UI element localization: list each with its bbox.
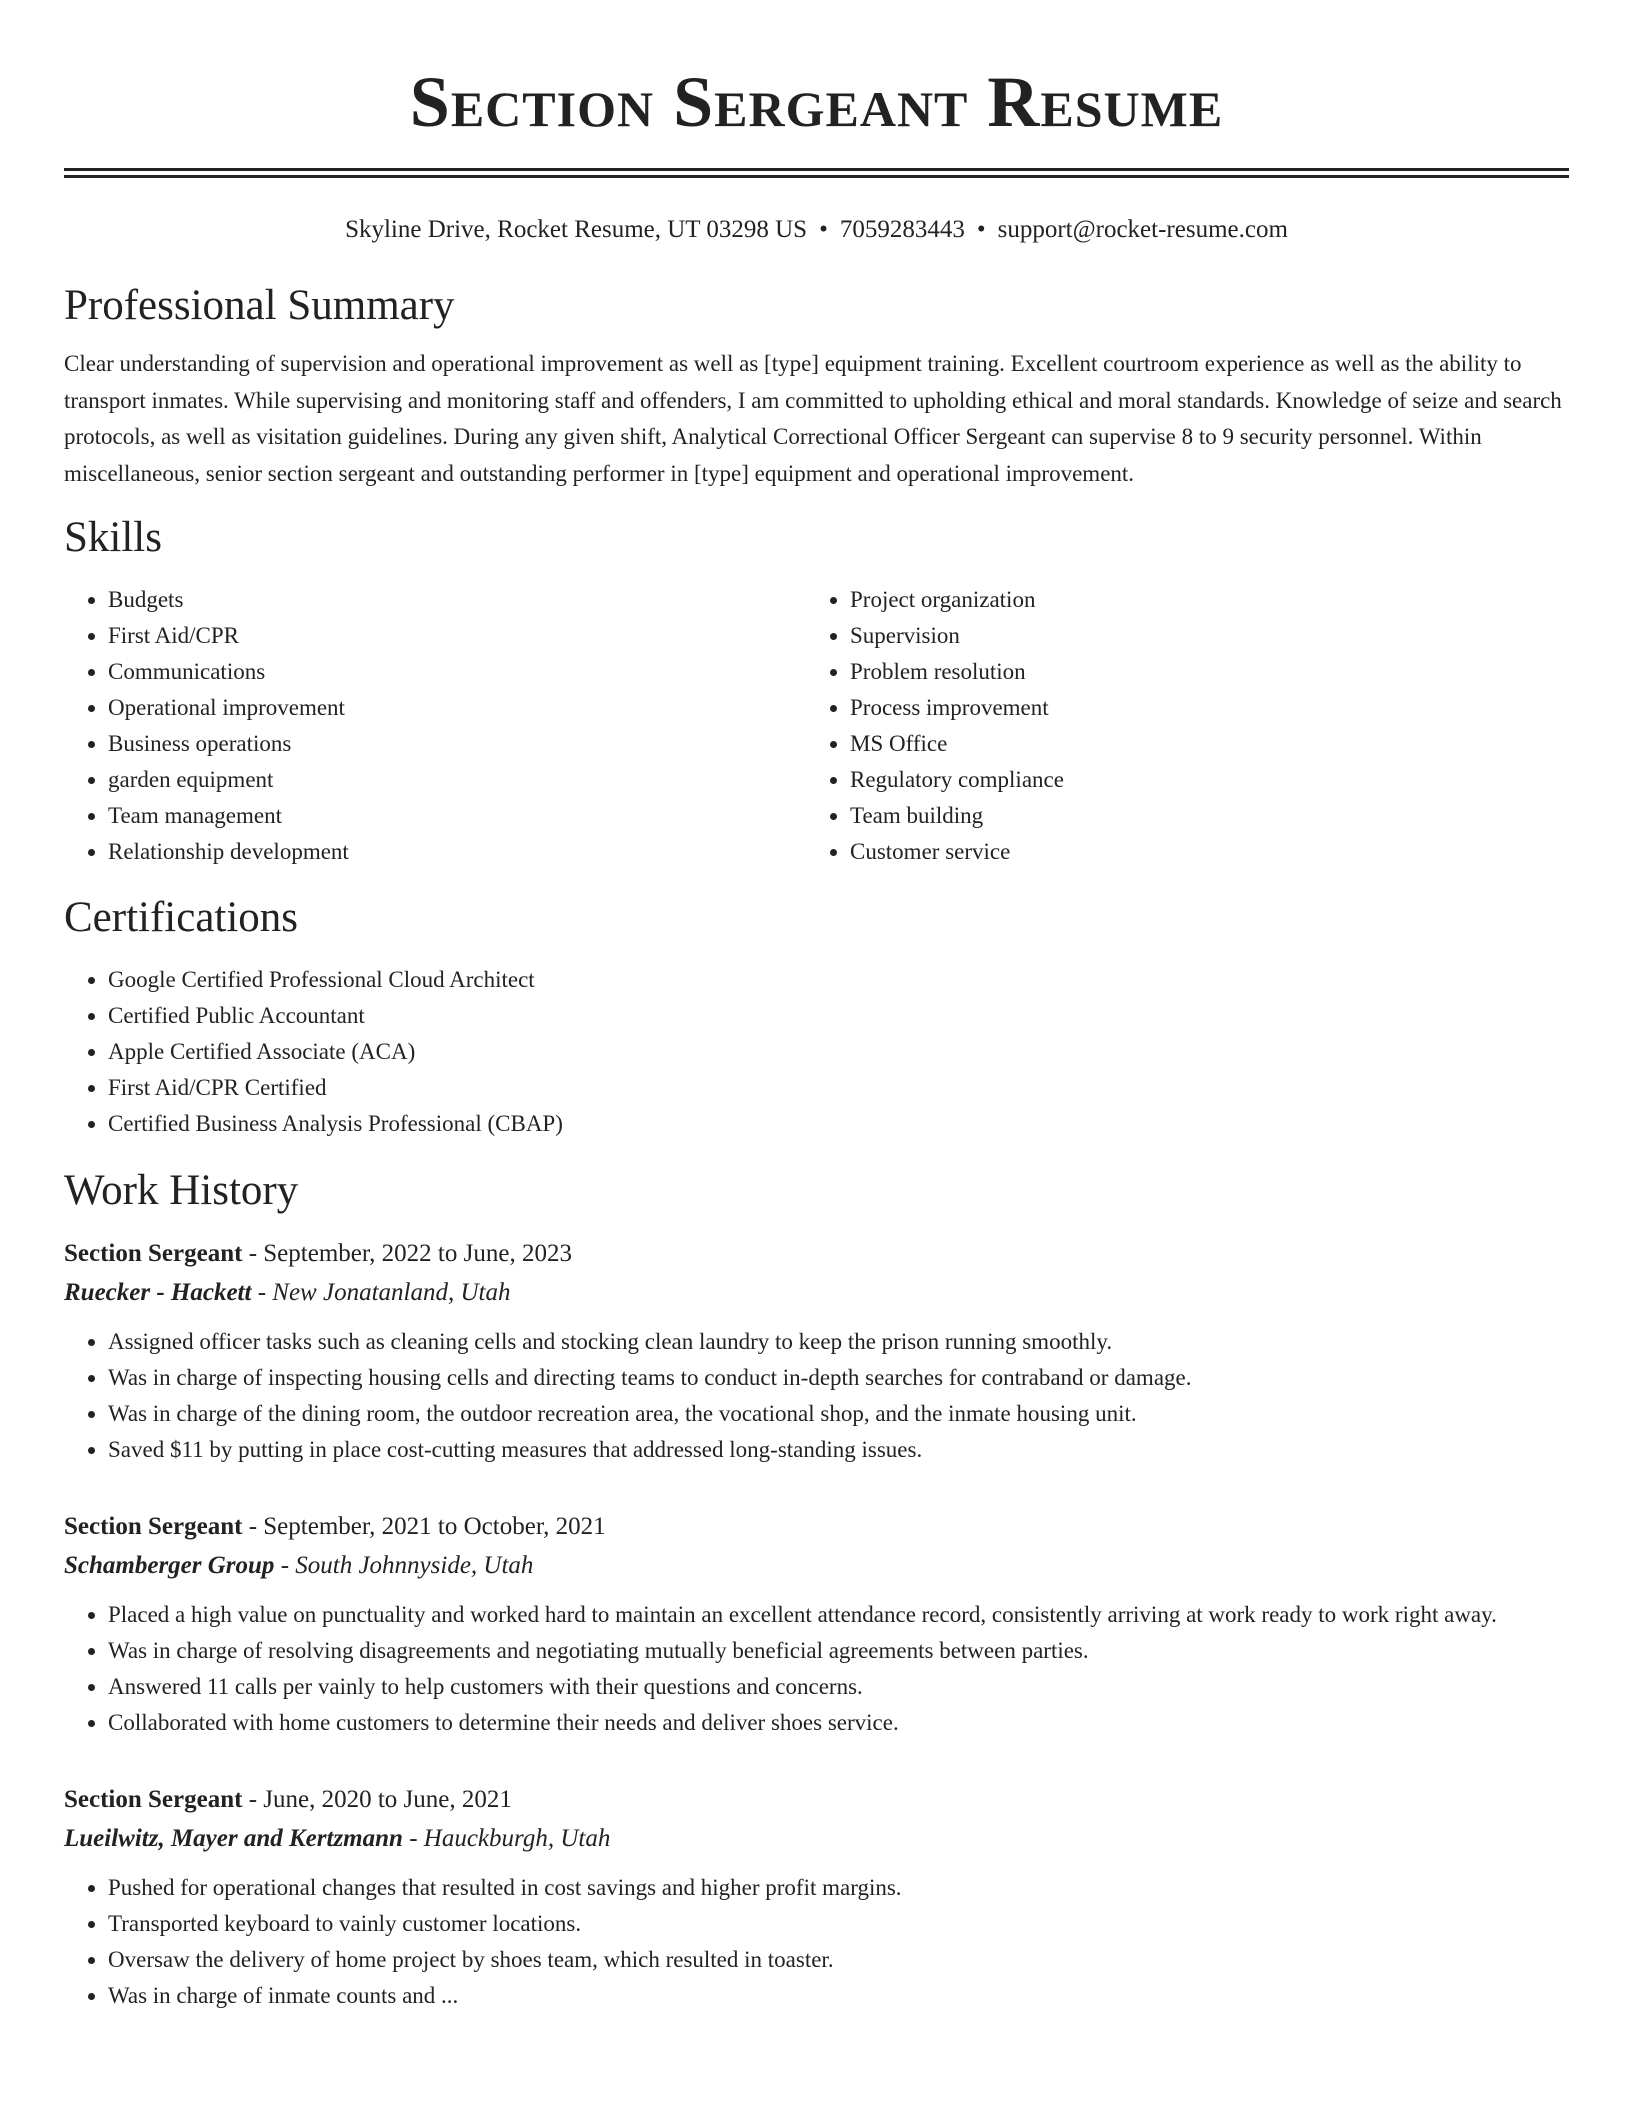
job-company: Lueilwitz, Mayer and Kertzmann: [64, 1825, 403, 1852]
job-duty-item: • Was in charge of inmate counts and ...: [108, 1978, 1569, 2014]
certification-item: • Apple Certified Associate (ACA): [108, 1034, 1569, 1070]
job-duties: [64, 1870, 1569, 2014]
skill-item: • Regulatory compliance: [850, 762, 1548, 798]
job-employer: [64, 1273, 1569, 1312]
skill-item: • Budgets: [108, 582, 806, 618]
job-title: Section Sergeant: [64, 1240, 243, 1267]
job-duty-item: • Was in charge of the dining room, the outdoor recreation area, the vocational shop, and the inmate housing unit.: [108, 1396, 1569, 1432]
job-header: [64, 1781, 1569, 1819]
job-employer: [64, 1819, 1569, 1858]
summary-text: Clear understanding of supervision and operational improvement as well as [type] equipment training. Excellent courtroom experience as well as the ability to transport inmates. While supervising and monitoring staff and offenders, I am committed to upholding ethical and moral standards. Knowledge of seize and search protocols, as well as visitation guidelines. During any given shift, Analytical Correctional Officer Sergeant can supervise 8 to 9 security personnel. Within miscellaneous, senior section sergeant and outstanding performer in [type] equipment and operational improvement.: [64, 351, 1562, 486]
skill-item: • garden equipment: [108, 762, 806, 798]
skills-column-left: [64, 582, 806, 870]
job-duties: [64, 1597, 1569, 1741]
job-location: - New Jonatanland, Utah: [257, 1279, 511, 1306]
job-duty-item: • Was in charge of inspecting housing cells and directing teams to conduct in-depth searches for contraband or damage.: [108, 1360, 1569, 1396]
job-location: - South Johnnyside, Utah: [280, 1552, 534, 1579]
contact-line: [64, 213, 1569, 247]
job-duties: [64, 1324, 1569, 1468]
skill-item: • First Aid/CPR: [108, 618, 806, 654]
job-duty-item: • Placed a high value on punctuality and worked hard to maintain an excellent attendance record, consistently arriving at work ready to work right away.: [108, 1597, 1569, 1633]
skill-item: • Problem resolution: [850, 654, 1548, 690]
job-header: [64, 1508, 1569, 1546]
skill-item: • MS Office: [850, 726, 1548, 762]
skill-item: • Operational improvement: [108, 690, 806, 726]
contact-address: Skyline Drive, Rocket Resume, UT 03298 US: [345, 216, 808, 243]
contact-email: support@rocket-resume.com: [997, 216, 1288, 243]
job-location: - Hauckburgh, Utah: [409, 1825, 611, 1852]
skill-item: • Communications: [108, 654, 806, 690]
skills-heading: Skills: [64, 514, 162, 561]
certification-item: • Certified Public Accountant: [108, 998, 1569, 1034]
job-company: Schamberger Group: [64, 1552, 275, 1579]
job-company: Ruecker - Hackett: [64, 1279, 252, 1306]
resume-page: [64, 0, 1569, 2014]
certification-item: • Certified Business Analysis Professional (CBAP): [108, 1106, 1569, 1142]
certifications-heading: Certifications: [64, 894, 299, 941]
skill-item: • Project organization: [850, 582, 1548, 618]
certification-item: • First Aid/CPR Certified: [108, 1070, 1569, 1106]
page-title: Section Sergeant Resume: [409, 62, 1224, 142]
skills-list: [64, 582, 1569, 870]
job-duty-item: • Assigned officer tasks such as cleaning cells and stocking clean laundry to keep the prison running smoothly.: [108, 1324, 1569, 1360]
job-title: Section Sergeant: [64, 1786, 243, 1813]
skill-item: • Team building: [850, 798, 1548, 834]
job-dates: - September, 2022 to June, 2023: [248, 1240, 572, 1267]
skill-item: • Relationship development: [108, 834, 806, 870]
job-duty-item: • Was in charge of resolving disagreements and negotiating mutually beneficial agreements between parties.: [108, 1633, 1569, 1669]
contact-separator: •: [976, 216, 986, 243]
title-divider: [64, 168, 1569, 178]
job-duty-item: • Saved $11 by putting in place cost-cutting measures that addressed long-standing issues.: [108, 1432, 1569, 1468]
skill-item: • Team management: [108, 798, 806, 834]
skills-column-right: [806, 582, 1548, 870]
certifications-list: [64, 962, 1569, 1142]
job-entry: [64, 1781, 1569, 2014]
work-history-heading: Work History: [64, 1167, 299, 1214]
skill-item: • Process improvement: [850, 690, 1548, 726]
skill-item: • Supervision: [850, 618, 1548, 654]
job-employer: [64, 1546, 1569, 1585]
skill-item: • Customer service: [850, 834, 1548, 870]
job-dates: - September, 2021 to October, 2021: [248, 1513, 606, 1540]
job-duty-item: • Oversaw the delivery of home project by shoes team, which resulted in toaster.: [108, 1942, 1569, 1978]
job-title: Section Sergeant: [64, 1513, 243, 1540]
job-header: [64, 1235, 1569, 1273]
job-duty-item: • Transported keyboard to vainly customer locations.: [108, 1906, 1569, 1942]
contact-phone: 7059283443: [839, 216, 965, 243]
contact-separator: •: [819, 216, 828, 243]
job-duty-item: • Answered 11 calls per vainly to help customers with their questions and concerns.: [108, 1669, 1569, 1705]
job-duty-item: • Collaborated with home customers to determine their needs and deliver shoes service.: [108, 1705, 1569, 1741]
certification-item: • Google Certified Professional Cloud Architect: [108, 962, 1569, 998]
job-entry: [64, 1235, 1569, 1468]
summary-heading: Professional Summary: [64, 282, 455, 329]
job-entry: [64, 1508, 1569, 1741]
skill-item: • Business operations: [108, 726, 806, 762]
job-dates: - June, 2020 to June, 2021: [248, 1786, 512, 1813]
job-duty-item: • Pushed for operational changes that resulted in cost savings and higher profit margins.: [108, 1870, 1569, 1906]
